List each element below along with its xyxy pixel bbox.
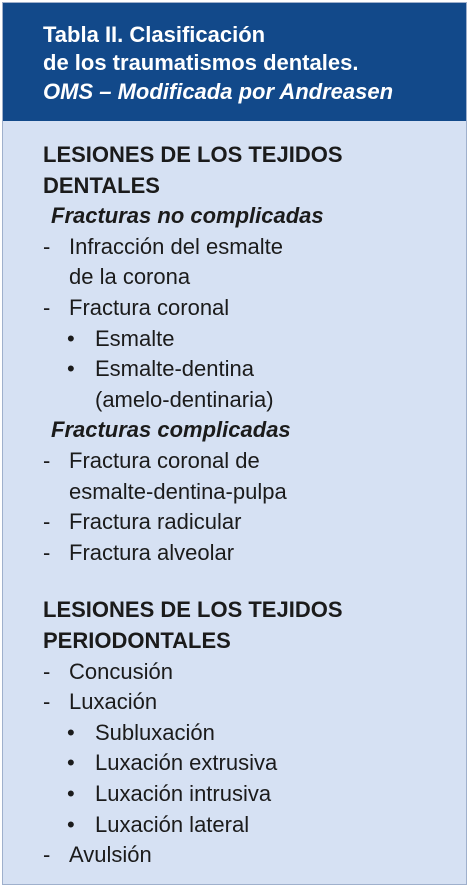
bullet-marker: •: [67, 781, 75, 806]
sub-item-text: Esmalte: [95, 325, 175, 351]
list-item-text: Avulsión: [69, 842, 152, 868]
table-header: [3, 3, 466, 121]
table-title-line-1: Tabla II. Clasificación: [43, 22, 266, 47]
group-subtitle: Fracturas complicadas: [51, 417, 291, 443]
list-item-text: Luxación: [69, 689, 158, 715]
dash-marker: -: [43, 233, 51, 259]
sub-item-text: Luxación intrusiva: [95, 781, 272, 806]
dash-marker: -: [43, 689, 51, 715]
sub-item-text: Subluxación: [95, 719, 215, 745]
sub-item-text: (amelo-dentinaria): [95, 386, 274, 412]
dash-marker: -: [43, 842, 51, 868]
list-item-text: Infracción del esmalte: [69, 233, 283, 259]
section-title: LESIONES DE LOS TEJIDOS: [43, 597, 343, 623]
section-title: LESIONES DE LOS TEJIDOS: [43, 142, 343, 167]
table-title-line-2: de los traumatismos dentales.: [43, 50, 359, 75]
list-item-text: Fractura coronal de: [69, 448, 260, 473]
dash-marker: -: [43, 509, 51, 535]
sub-item-text: Luxación lateral: [95, 811, 250, 837]
section-title: PERIODONTALES: [43, 628, 231, 653]
list-item-text: de la corona: [69, 264, 191, 290]
bullet-marker: •: [67, 811, 75, 837]
dash-marker: -: [43, 448, 51, 473]
bullet-marker: •: [67, 719, 75, 745]
bullet-marker: •: [67, 750, 75, 776]
list-item-text: esmalte-dentina-pulpa: [69, 478, 287, 504]
classification-table: [2, 2, 467, 885]
list-item-text: Fractura alveolar: [69, 539, 235, 565]
bullet-marker: •: [67, 356, 75, 382]
list-item-text: Fractura coronal: [69, 295, 230, 320]
dash-marker: -: [43, 295, 51, 320]
sub-item-text: Esmalte-dentina: [95, 356, 254, 382]
list-item-text: Concusión: [69, 658, 173, 684]
group-subtitle: Fracturas no complicadas: [51, 203, 324, 229]
dash-marker: -: [43, 658, 51, 684]
sub-item-text: Luxación extrusiva: [95, 750, 278, 776]
table-source-line: OMS – Modificada por Andreasen: [43, 79, 394, 104]
section-title: DENTALES: [43, 172, 160, 198]
list-item-text: Fractura radicular: [69, 509, 242, 535]
dash-marker: -: [43, 539, 51, 565]
bullet-marker: •: [67, 325, 75, 351]
